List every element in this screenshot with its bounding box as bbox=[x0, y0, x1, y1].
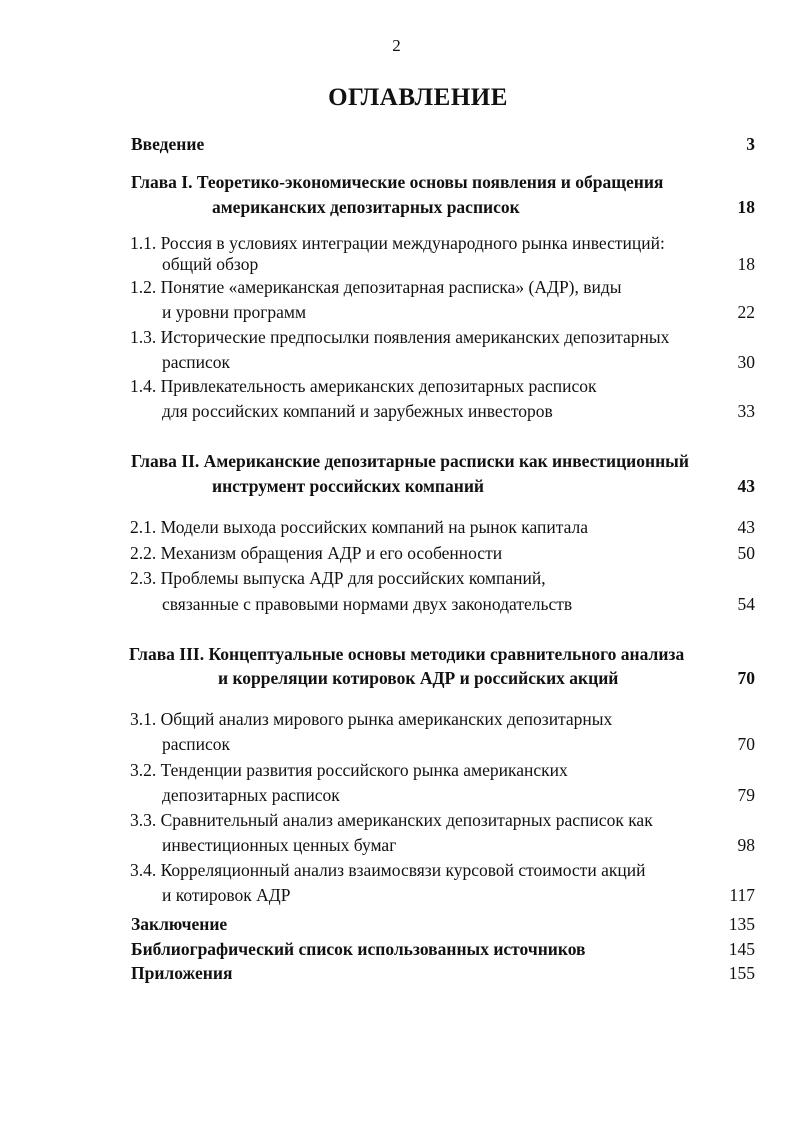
section-2-2-page: 50 bbox=[737, 543, 755, 563]
section-2-1-line1 bbox=[0, 515, 793, 539]
chapter-2-heading-line2 bbox=[0, 474, 793, 498]
section-1-4-line2 bbox=[0, 399, 793, 423]
section-3-3-line1 bbox=[0, 808, 793, 832]
section-1-2-title: 1.2. Понятие «американская депозитарная расписка» (АДР), виды bbox=[130, 277, 622, 297]
toc-title: ОГЛАВЛЕНИЕ bbox=[328, 84, 508, 111]
chapter-1-title-cont: американских депозитарных расписок bbox=[212, 197, 520, 217]
section-3-4-title-cont: и котировок АДР bbox=[162, 885, 291, 905]
chapter-3-heading-line2 bbox=[0, 666, 793, 690]
section-2-3-title-cont: связанные с правовыми нормами двух законодательств bbox=[162, 594, 573, 614]
section-1-1-title-cont: общий обзор bbox=[162, 254, 259, 274]
section-3-4-page: 117 bbox=[729, 885, 755, 905]
section-1-1-line2 bbox=[0, 252, 793, 276]
section-1-3-line1 bbox=[0, 325, 793, 349]
section-2-1-title: 2.1. Модели выхода российских компаний на рынок капитала bbox=[130, 517, 588, 537]
section-3-2-line2 bbox=[0, 783, 793, 807]
section-1-1-title: 1.1. Россия в условиях интеграции международного рынка инвестиций: bbox=[130, 233, 665, 253]
section-2-2-line1 bbox=[0, 541, 793, 565]
section-3-4-title: 3.4. Корреляционный анализ взаимосвязи курсовой стоимости акций bbox=[130, 860, 646, 880]
section-3-3-page: 98 bbox=[737, 835, 755, 855]
chapter-2-page: 43 bbox=[737, 476, 755, 496]
section-3-1-line1 bbox=[0, 707, 793, 731]
chapter-3-title-cont: и корреляции котировок АДР и российских акций bbox=[218, 668, 619, 688]
chapter-3-title: Глава III. Концептуальные основы методики сравнительного анализа bbox=[129, 644, 685, 664]
section-1-1-page: 18 bbox=[737, 254, 755, 274]
chapter-1-heading-line1 bbox=[0, 170, 793, 194]
section-1-3-line2 bbox=[0, 350, 793, 374]
section-3-3-line2 bbox=[0, 833, 793, 857]
toc-intro-label: Введение bbox=[131, 134, 205, 154]
toc-appendix-page: 155 bbox=[728, 963, 755, 983]
section-2-3-line2 bbox=[0, 592, 793, 616]
section-1-4-title: 1.4. Привлекательность американских депозитарных расписок bbox=[130, 376, 597, 396]
section-1-2-line1 bbox=[0, 275, 793, 299]
toc-conclusion-page: 135 bbox=[728, 914, 755, 934]
section-3-2-title: 3.2. Тенденции развития российского рынка американских bbox=[130, 760, 568, 780]
chapter-2-title: Глава II. Американские депозитарные расписки как инвестиционный bbox=[131, 451, 689, 471]
section-1-2-page: 22 bbox=[737, 302, 755, 322]
chapter-1-heading-line2 bbox=[0, 195, 793, 219]
toc-appendix-row bbox=[0, 961, 793, 985]
toc-bibliography-label: Библиографический список использованных источников bbox=[131, 939, 586, 959]
toc-intro-page: 3 bbox=[746, 134, 755, 154]
section-2-1-page: 43 bbox=[737, 517, 755, 537]
toc-appendix-label: Приложения bbox=[131, 963, 233, 983]
section-3-1-title-cont: расписок bbox=[162, 734, 231, 754]
section-1-2-title-cont: и уровни программ bbox=[162, 302, 307, 322]
section-2-2-title: 2.2. Механизм обращения АДР и его особенности bbox=[130, 543, 503, 563]
section-3-1-title: 3.1. Общий анализ мирового рынка американских депозитарных bbox=[130, 709, 613, 729]
section-3-4-line1 bbox=[0, 858, 793, 882]
section-3-1-page: 70 bbox=[737, 734, 755, 754]
chapter-2-title-cont: инструмент российских компаний bbox=[212, 476, 485, 496]
toc-bibliography-row bbox=[0, 937, 793, 961]
section-3-2-title-cont: депозитарных расписок bbox=[162, 785, 340, 805]
section-3-3-title: 3.3. Сравнительный анализ американских депозитарных расписок как bbox=[130, 810, 653, 830]
chapter-3-page: 70 bbox=[737, 668, 755, 688]
section-3-3-title-cont: инвестиционных ценных бумаг bbox=[162, 835, 397, 855]
chapter-1-page: 18 bbox=[737, 197, 755, 217]
chapter-2-heading-line1 bbox=[0, 449, 793, 473]
chapter-1-title: Глава I. Теоретико-экономические основы появления и обращения bbox=[131, 172, 664, 192]
toc-conclusion-label: Заключение bbox=[131, 914, 228, 934]
section-1-4-page: 33 bbox=[737, 401, 755, 421]
section-1-3-page: 30 bbox=[737, 352, 755, 372]
section-2-3-line1 bbox=[0, 566, 793, 590]
section-3-2-line1 bbox=[0, 758, 793, 782]
section-1-3-title-cont: расписок bbox=[162, 352, 231, 372]
section-2-3-title: 2.3. Проблемы выпуска АДР для российских компаний, bbox=[130, 568, 546, 588]
chapter-3-heading-line1 bbox=[0, 642, 793, 666]
section-3-1-line2 bbox=[0, 732, 793, 756]
toc-conclusion-row bbox=[0, 912, 793, 936]
section-3-4-line2 bbox=[0, 883, 793, 907]
section-2-3-page: 54 bbox=[737, 594, 755, 614]
section-3-2-page: 79 bbox=[737, 785, 755, 805]
section-1-2-line2 bbox=[0, 300, 793, 324]
toc-bibliography-page: 145 bbox=[728, 939, 755, 959]
section-1-4-line1 bbox=[0, 374, 793, 398]
section-1-3-title: 1.3. Исторические предпосылки появления американских депозитарных bbox=[130, 327, 670, 347]
toc-intro-row bbox=[0, 132, 793, 156]
section-1-4-title-cont: для российских компаний и зарубежных инвесторов bbox=[162, 401, 553, 421]
page-number: 2 bbox=[392, 36, 401, 55]
